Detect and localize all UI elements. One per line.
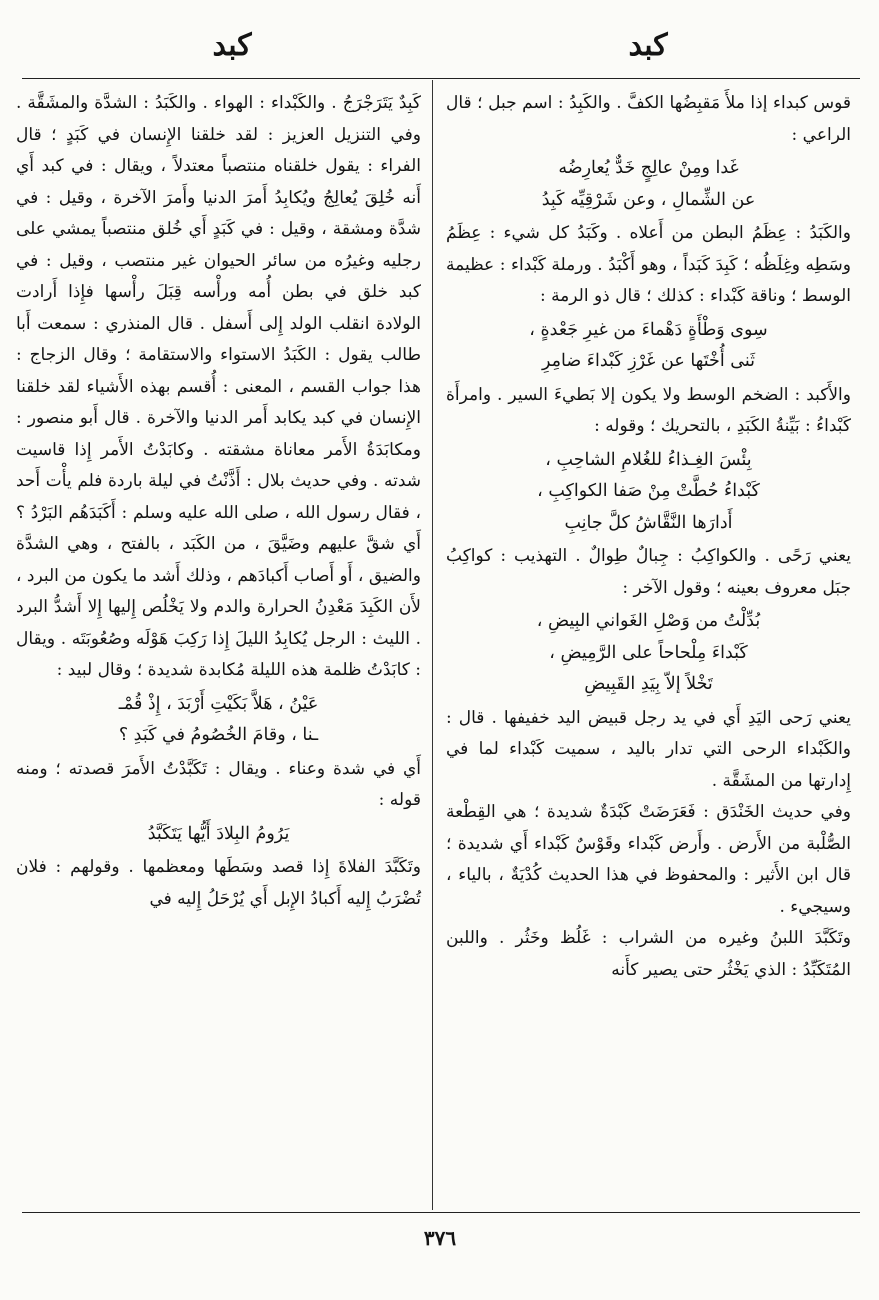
right-column xyxy=(446,88,851,986)
verse-hemistich: تَخْلاً إلاّ بِيَدِ القَبِيضِ xyxy=(584,674,713,694)
right-column-verse xyxy=(446,445,851,540)
right-column-paragraph: والأَكبد : الضخم الوسط ولا يكون إلا بَطيءَ السير . وامرأَة كَبْداءُ : بَيِّنةُ الكَبَدِ ، بالتحريك ؛ وقوله : xyxy=(446,384,851,436)
left-column xyxy=(16,88,421,915)
running-head-left: كبد xyxy=(212,28,252,63)
verse-hemistich: كَبْداءُ حُطَّتْ مِنْ صَفا الكواكِبِ ، xyxy=(537,481,760,501)
verse-hemistich: ـنا ، وقامَ الخُصُومُ في كَبَدِ ؟ xyxy=(118,725,319,745)
verse-hemistich: سِوى وَطْأَةٍ دَهْماءَ من غيرِ جَعْدةٍ ، xyxy=(529,319,768,340)
right-column-verse xyxy=(446,153,851,216)
verse-hemistich: يَرُومُ البِلادَ أَيُّها يَتَكَبَّدُ xyxy=(147,823,290,844)
verse-hemistich: عن الشِّمالِ ، وعن شَرْقِيِّه كَبِدُ xyxy=(541,189,756,210)
right-column-paragraph: وفي حديث الخَنْدَق : فَعَرَضَتْ كَبْدَةٌ شديدة ؛ هي القِطْعة الصُّلْبة من الأَرض . وأَرض كَبْداء وقَوْسٌ كَبْداء أَي شديدة ؛ قال ابن الأَثير : والمحفوظ في هذا الحديث كُدْيَةٌ ، بالياء ، وسيجيء . xyxy=(446,802,851,917)
running-head-right: كبد xyxy=(628,28,668,63)
right-column-paragraph: يعني رَحًى . والكواكِبُ : جِبالٌ طِوالٌ . التهذيب : كواكِبُ جبَل معروف بعينه ؛ وقول الآخر : xyxy=(446,546,851,598)
right-column-paragraph: والكَبَدُ : عِظَمُ البطن من أَعلاه . وكَبَدُ كل شيء : عِظَمُ وسَطِه وغِلَظُه ؛ كَبِدَ كَبَداً ، وهو أَكْبَدُ . ورملة كَبْداء : عظيمة الوسط ؛ وناقة كَبْداء : كذلك ؛ قال ذو الرمة : xyxy=(446,223,851,306)
verse-hemistich: غَدا ومِنْ عالِجٍ خَدٌّ يُعارِضُه xyxy=(558,158,739,178)
right-column-verse xyxy=(446,606,851,701)
page-number: ٣٧٦ xyxy=(423,1226,457,1250)
left-column-verse xyxy=(16,689,421,752)
left-column-paragraph: كَبِدٌ يَتَرَجْرَجُ . والكَبْداء : الهواء . والكَبَدُ : الشدَّة والمشَقَّة . وفي التنزيل العزيز : لقد خلقنا الإِنسان في كَبَدٍ ؛ قال الفراء : يقول خلقناه منتصباً معتدلاً ، ويقال : في كبد أَي أَنه خُلِقَ يُعالِجُ ويُكابِدُ أَمرَ الدنيا وأَمرَ الآخرة ، وقيل : في شدَّة ومشقة ، وقيل : في كَبَدٍ أَي خُلق منتصباً يمشي على رجليه وغيرُه من سائر الحيوان غير منتصب ، وقيل : في كبد خلق في بطن أُمه ورأْسه قِبَلَ رأْسها فإِذا أَرادت الولادة انقلب الولد إِلى أَسفل . قال المنذري : سمعت أَبا طالب يقول : الكَبَدُ الاستواء والاستقامة ؛ وقال الزجاج : هذا جواب القسم ، المعنى : أُقسم بهذه الأَشياء لقد خلقنا الإِنسان في كبد يكابد أَمر الدنيا والآخرة . قال أَبو منصور : ومكابَدَةُ الأَمر معاناة مشقته . وكابَدْتُ الأَمر إِذا قاسيت شدته . وفي حديث بلال : أَذَّنْتُ في ليلة باردة فلم يأْت أَحد ، فقال رسول الله ، صلى الله عليه وسلم : أَكَبَدَهُم البَرْدُ ؟ أَي شقَّ عليهم وضَيَّقَ ، من الكَبَد ، بالفتح ، وهي الشدَّة والضيق ، أَو أَصاب أَكبادَهم ، وذلك أَشد ما يكون من البرد ، لأَن الكَبِدَ مَعْدِنُ الحرارة والدم ولا يَخْلُص إِليها إِلا أَشدُّ البرد . الليث : الرجل يُكابِدُ الليلَ إِذا رَكِبَ هَوْلَه وصُعُوبَتَه . ويقال : كابَدْتُ ظلمة هذه الليلة مُكابدة شديدة ؛ وقال لبيد : xyxy=(16,93,421,680)
right-column-paragraph: يعني رَحى اليَدِ أَي في يد رجل قبيض اليد خفيفها . قال : والكَبْداء الرحى التي تدار باليد ، سميت كَبْداء لما في إِدارتها من المشَقَّة . xyxy=(446,707,851,791)
verse-hemistich: أَدارَها النَّقَّاشُ كلَّ جانِبِ xyxy=(564,512,733,533)
verse-hemistich: بُدِّلْتُ من وَصْلِ الغَواني البِيضِ ، xyxy=(536,611,761,631)
verse-hemistich: بِئْسَ الغِـذاءُ للغُلامِ الشاحِبِ ، xyxy=(545,449,752,470)
right-column-verse xyxy=(446,315,851,378)
footer-rule xyxy=(22,1212,860,1213)
left-column-paragraph: وتَكَبَّدَ الفلاةَ إِذا قصد وسَطَها ومعظمها . وقولهم : فلان تُضْرَبُ إِليه أَكبادُ الإِبل أَي يُرْحَلُ إِليه في xyxy=(16,857,421,909)
verse-hemistich: ثَنى أُخْتَها عن غَرْزِ كَبْداءَ ضامِرِ xyxy=(541,351,756,371)
right-column-paragraph: وتَكَبَّدَ اللبنُ وغيره من الشراب : غَلُظ وخَثُر . واللبن المُتَكَبِّدُ : الذي يَخْثُر حتى يصير كأَنه xyxy=(446,928,851,980)
left-column-verse xyxy=(16,819,421,851)
column-divider xyxy=(432,80,433,1210)
verse-hemistich: عَيْنُ ، هَلاَّ بَكَيْتِ أَرْبَدَ ، إِذْ قُمْـ xyxy=(118,693,319,714)
right-column-paragraph: قوس كبداء إذا ملأَ مَقبِضُها الكفَّ . والكَبِدُ : اسم جبل ؛ قال الراعي : xyxy=(446,93,851,145)
left-column-paragraph: أَي في شدة وعناء . ويقال : تَكَبَّدْتُ الأَمرَ قصدته ؛ ومنه قوله : xyxy=(16,758,421,810)
verse-hemistich: كَبْداءَ مِلْحاحاً على الرَّمِيضِ ، xyxy=(549,642,748,663)
header-rule xyxy=(22,78,860,79)
